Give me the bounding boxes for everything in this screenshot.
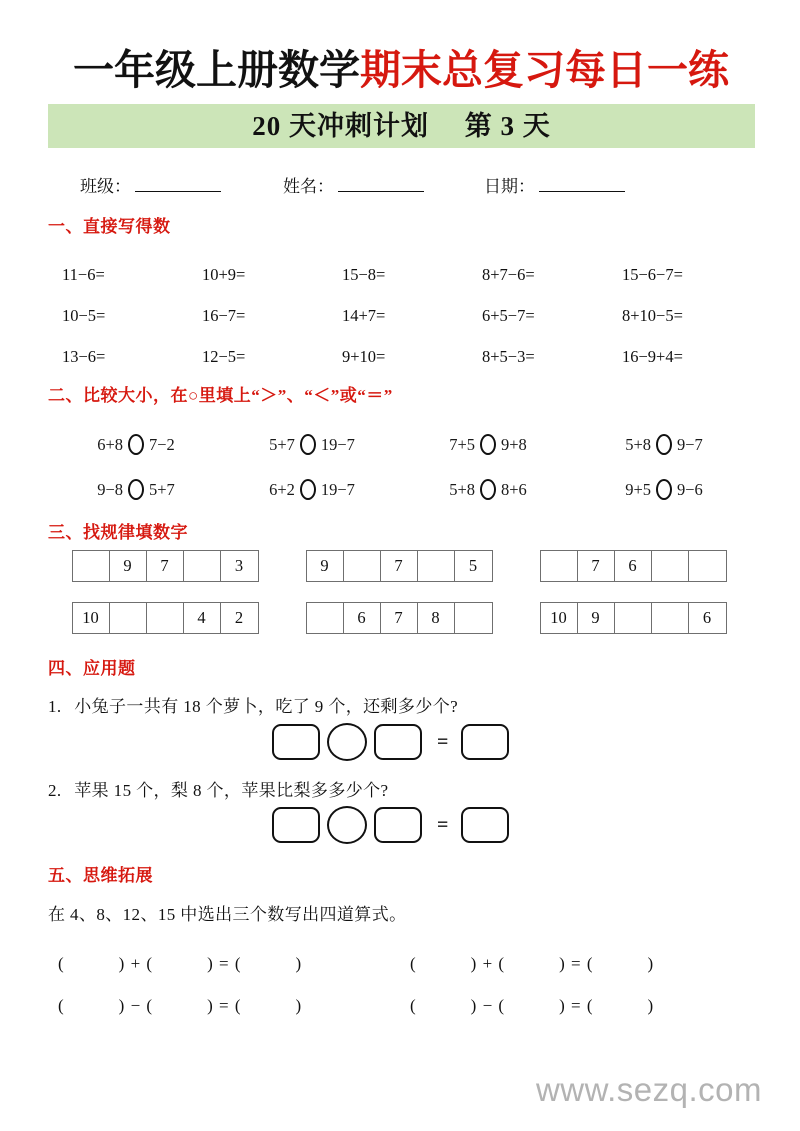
pattern-row — [48, 602, 752, 654]
circle-blank-icon[interactable] — [480, 434, 496, 455]
compare-right: 9+8 — [501, 434, 527, 454]
number-cell[interactable]: 6 — [344, 603, 381, 633]
circle-blank-icon[interactable] — [300, 479, 316, 500]
calc-item[interactable]: 16−7= — [202, 305, 246, 325]
calc-row — [48, 295, 752, 336]
number-cell[interactable] — [418, 551, 455, 581]
number-cell[interactable] — [652, 603, 689, 633]
calc-item[interactable]: 12−5= — [202, 346, 246, 366]
word-problem-2 — [48, 776, 388, 801]
calc-item[interactable]: 14+7= — [342, 305, 386, 325]
section-5-heading: 五、思维拓展 — [48, 866, 153, 885]
equals-sign: = — [437, 813, 449, 836]
calc-item[interactable]: 9+10= — [342, 346, 386, 366]
calc-item[interactable]: 10−5= — [62, 305, 106, 325]
calc-item[interactable]: 8+7−6= — [482, 264, 535, 284]
blank-equation[interactable]: ( ) + ( ) = ( ) — [410, 953, 655, 973]
name-field[interactable] — [283, 172, 424, 197]
number-cell[interactable] — [652, 551, 689, 581]
compare-right: 19−7 — [320, 479, 355, 499]
number-grid — [540, 550, 727, 582]
calc-item[interactable]: 11−6= — [62, 264, 105, 284]
compare-right: 19−7 — [320, 434, 355, 454]
compare-left: 5+7 — [269, 434, 295, 454]
pattern-slot — [48, 602, 282, 654]
section-1-problems — [48, 254, 752, 377]
number-cell[interactable] — [689, 551, 726, 581]
compare-item[interactable] — [224, 434, 400, 455]
compare-right: 9−6 — [677, 479, 703, 499]
calc-item[interactable]: 8+5−3= — [482, 346, 535, 366]
pattern-slot — [48, 550, 282, 602]
blank-equation-row — [48, 940, 752, 982]
compare-item[interactable] — [48, 479, 224, 500]
answer-box[interactable] — [461, 807, 509, 843]
compare-item[interactable] — [400, 479, 576, 500]
operator-circle-icon[interactable] — [327, 723, 367, 761]
word-problem-2-text: 苹果 15 个，梨 8 个，苹果比梨多多少个? — [74, 781, 389, 800]
date-field[interactable] — [484, 172, 625, 197]
blank-equation-row — [48, 982, 752, 1024]
number-grid — [306, 550, 493, 582]
number-cell[interactable] — [73, 551, 110, 581]
date-label: 日期： — [484, 177, 535, 196]
name-blank[interactable] — [338, 176, 424, 192]
class-label: 班级： — [80, 177, 131, 196]
number-cell[interactable] — [147, 603, 184, 633]
number-cell[interactable]: 7 — [381, 551, 418, 581]
pattern-slot — [516, 602, 750, 654]
section-1-heading: 一、直接写得数 — [48, 217, 171, 236]
number-grid — [306, 602, 493, 634]
compare-right: 7−2 — [149, 434, 175, 454]
compare-right: 9−7 — [677, 434, 703, 454]
compare-row — [48, 467, 752, 512]
calc-item[interactable]: 6+5−7= — [482, 305, 535, 325]
number-cell[interactable] — [615, 603, 652, 633]
compare-right: 5+7 — [149, 479, 175, 499]
equals-sign: = — [437, 730, 449, 753]
page-title-black: 一年级上册数学 — [73, 47, 360, 93]
circle-blank-icon[interactable] — [300, 434, 316, 455]
number-cell[interactable] — [307, 603, 344, 633]
section-2-problems — [48, 422, 752, 512]
pattern-slot — [282, 602, 516, 654]
compare-left: 7+5 — [449, 434, 475, 454]
number-cell[interactable] — [541, 551, 578, 581]
number-cell[interactable]: 2 — [234, 608, 244, 627]
subtitle-banner — [48, 104, 755, 148]
compare-item[interactable] — [48, 434, 224, 455]
subtitle-banner-text: 20 天冲刺计划 第 3 天 — [252, 111, 551, 141]
number-cell[interactable] — [344, 551, 381, 581]
compare-item[interactable] — [224, 479, 400, 500]
circle-blank-icon[interactable] — [480, 479, 496, 500]
student-info-line — [80, 172, 740, 197]
pattern-row — [48, 550, 752, 602]
circle-blank-icon[interactable] — [656, 479, 672, 500]
number-cell[interactable]: 9 — [307, 551, 344, 581]
number-cell[interactable] — [455, 603, 492, 633]
word-problem-1-text: 小兔子一共有 18 个萝卜，吃了 9 个，还剩多少个? — [74, 697, 459, 716]
compare-right: 8+6 — [501, 479, 527, 499]
number-cell[interactable]: 6 — [615, 551, 652, 581]
answer-row-2 — [272, 806, 509, 844]
number-cell[interactable]: 6 — [702, 608, 712, 627]
number-cell[interactable] — [184, 551, 221, 581]
number-cell[interactable]: 3 — [234, 556, 244, 575]
compare-left: 6+2 — [269, 479, 295, 499]
calc-item[interactable]: 15−8= — [342, 264, 386, 284]
circle-blank-icon[interactable] — [656, 434, 672, 455]
name-label: 姓名： — [283, 177, 334, 196]
pattern-slot — [282, 550, 516, 602]
number-cell[interactable] — [110, 603, 147, 633]
answer-box[interactable] — [272, 807, 320, 843]
blank-equation[interactable]: ( ) − ( ) = ( ) — [410, 995, 655, 1015]
blank-equation[interactable]: ( ) + ( ) = ( ) — [58, 953, 303, 973]
class-field[interactable] — [80, 172, 221, 197]
compare-item[interactable] — [576, 434, 752, 455]
compare-row — [48, 422, 752, 467]
circle-blank-icon[interactable] — [128, 434, 144, 455]
number-cell[interactable]: 9 — [578, 603, 615, 633]
number-cell[interactable]: 7 — [381, 603, 418, 633]
blank-equation[interactable]: ( ) − ( ) = ( ) — [58, 995, 303, 1015]
calc-item[interactable]: 10+9= — [202, 264, 246, 284]
number-grid — [72, 602, 259, 634]
date-blank[interactable] — [539, 176, 625, 192]
word-problem-1-number: 1. — [48, 697, 62, 716]
compare-item[interactable] — [576, 479, 752, 500]
compare-left: 5+8 — [625, 434, 651, 454]
calc-row — [48, 254, 752, 295]
compare-left: 9−8 — [97, 479, 123, 499]
calc-item[interactable]: 13−6= — [62, 346, 106, 366]
number-cell[interactable]: 10 — [73, 603, 110, 633]
calc-item[interactable]: 16−9+4= — [622, 346, 683, 366]
number-grid — [72, 550, 259, 582]
answer-box[interactable] — [374, 807, 422, 843]
word-problem-2-number: 2. — [48, 781, 62, 800]
section-5-instruction: 在 4、8、12、15 中选出三个数写出四道算式。 — [48, 905, 407, 924]
compare-left: 9+5 — [625, 479, 651, 499]
watermark: www.sezq.com — [535, 1071, 762, 1108]
answer-box[interactable] — [374, 724, 422, 760]
section-5-problems — [48, 940, 752, 1024]
section-4-heading: 四、应用题 — [48, 659, 136, 678]
answer-box[interactable] — [272, 724, 320, 760]
number-cell[interactable]: 4 — [184, 603, 221, 633]
pattern-slot — [516, 550, 750, 602]
number-cell[interactable]: 8 — [418, 603, 455, 633]
page-title — [46, 44, 756, 96]
compare-left: 5+8 — [449, 479, 475, 499]
calc-item[interactable]: 8+10−5= — [622, 305, 683, 325]
section-3-heading: 三、找规律填数字 — [48, 523, 188, 542]
answer-box[interactable] — [461, 724, 509, 760]
word-problem-1 — [48, 692, 458, 717]
answer-row-1 — [272, 723, 509, 761]
calc-item[interactable]: 15−6−7= — [622, 264, 683, 284]
page-title-red: 期末总复习每日一练 — [360, 47, 729, 93]
section-2-heading: 二、比较大小，在○里填上“＞”、“＜”或“＝” — [48, 386, 393, 405]
number-cell[interactable]: 9 — [110, 551, 147, 581]
number-cell[interactable]: 5 — [468, 556, 478, 575]
compare-item[interactable] — [400, 434, 576, 455]
number-grid — [540, 602, 727, 634]
class-blank[interactable] — [135, 176, 221, 192]
operator-circle-icon[interactable] — [327, 806, 367, 844]
compare-left: 6+8 — [97, 434, 123, 454]
section-3-problems — [48, 550, 752, 654]
number-cell[interactable]: 10 — [541, 603, 578, 633]
circle-blank-icon[interactable] — [128, 479, 144, 500]
number-cell[interactable]: 7 — [147, 551, 184, 581]
number-cell[interactable]: 7 — [578, 551, 615, 581]
calc-row — [48, 336, 752, 377]
